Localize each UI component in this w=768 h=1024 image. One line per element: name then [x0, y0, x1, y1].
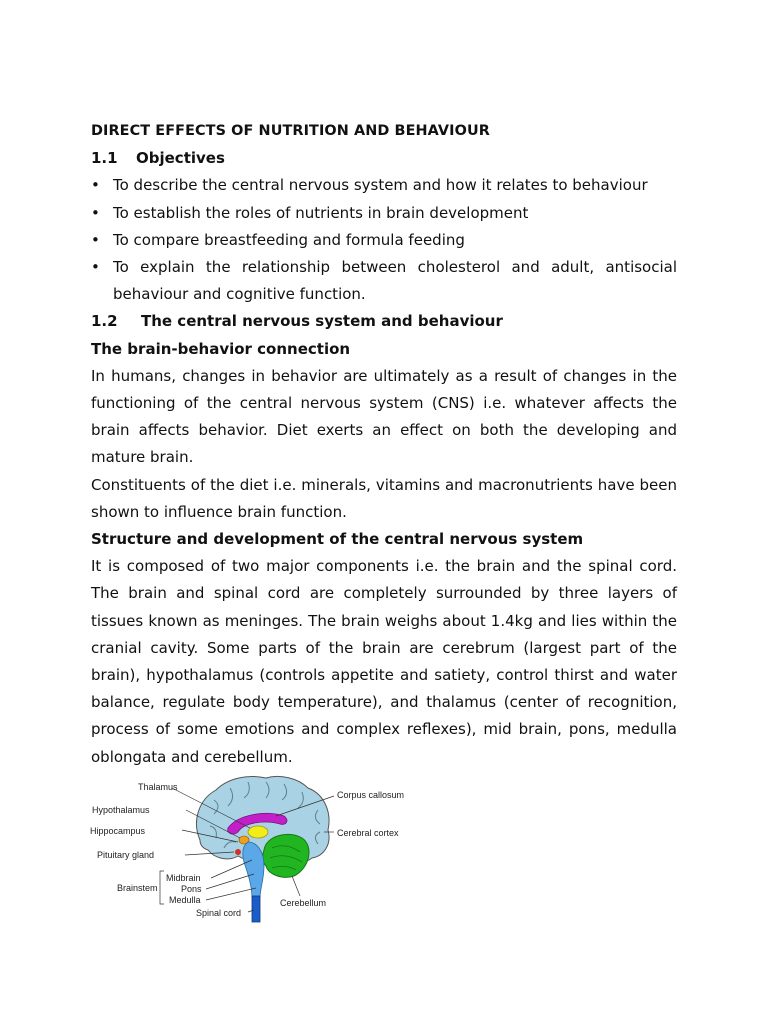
label-cerebellum: Cerebellum: [280, 898, 327, 908]
brainstem-shape: [243, 842, 264, 898]
thalamus-shape: [248, 826, 268, 838]
document-body: [91, 118, 677, 771]
bullet-icon: •: [91, 176, 100, 195]
label-spinal-cord: Spinal cord: [196, 908, 242, 918]
paragraph: Constituents of the diet i.e. minerals, vitamins and macronutrients have been shown to influence brain function.: [91, 475, 677, 521]
label-pituitary: Pituitary gland: [97, 850, 155, 860]
list-item-text: To describe the central nervous system and how it relates to behaviour: [113, 176, 648, 195]
brain-diagram: [88, 770, 408, 925]
label-pons: Pons: [181, 884, 202, 894]
label-thalamus: Thalamus: [138, 782, 178, 792]
brain-diagram-svg: [88, 770, 408, 925]
list-item: [91, 254, 677, 308]
pituitary-shape: [235, 849, 241, 855]
section-number: 1.2: [91, 312, 118, 331]
paragraph: It is composed of two major components i.e. the brain and the spinal cord. The brain and spinal cord are completely surrounded by three layers of tissues known as meninges. The brain weighs about 1.4kg and lies within the cranial cavity. Some parts of the brain are cerebrum (largest part of the brain), hypothalamus (controls appetite and satiety, control thirst and water balance, regulate body temperature), and thalamus (center of recognition, process of some emotions and complex reflexes), mid brain, pons, medulla oblongata and cerebellum.: [91, 557, 677, 766]
list-item-text: To explain the relationship between cholesterol and adult, antisocial behaviour and cognitive function.: [113, 258, 677, 304]
list-item: [91, 172, 677, 199]
subheading-structure: Structure and development of the central nervous system: [91, 530, 584, 549]
paragraph: In humans, changes in behavior are ultimately as a result of changes in the functioning of the central nervous system (CNS) i.e. whatever affects the brain affects behavior. Diet exerts an effect on both the developing and mature brain.: [91, 366, 677, 467]
list-item-text: To establish the roles of nutrients in brain development: [113, 203, 529, 222]
bullet-icon: •: [91, 258, 100, 277]
section-title: The central nervous system and behaviour: [141, 312, 503, 331]
bullet-icon: •: [91, 230, 100, 249]
label-midbrain: Midbrain: [166, 873, 201, 883]
objectives-list: [91, 172, 677, 308]
list-item: [91, 227, 677, 254]
section-title: Objectives: [136, 149, 225, 168]
section-heading-cns: [91, 308, 677, 335]
bullet-icon: •: [91, 203, 100, 222]
subheading-brain-behavior: The brain-behavior connection: [91, 339, 351, 358]
list-item: [91, 200, 677, 227]
label-hippocampus: Hippocampus: [90, 826, 146, 836]
section-heading-objectives: [91, 145, 677, 172]
label-brainstem: Brainstem: [117, 883, 158, 893]
spinal-cord-shape: [252, 896, 260, 922]
label-medulla: Medulla: [169, 895, 201, 905]
label-hypothalamus: Hypothalamus: [92, 805, 150, 815]
section-number: 1.1: [91, 149, 118, 168]
label-cerebral-cortex: Cerebral cortex: [337, 828, 399, 838]
list-item-text: To compare breastfeeding and formula feeding: [113, 230, 465, 249]
document-title: DIRECT EFFECTS OF NUTRITION AND BEHAVIOUR: [91, 123, 490, 139]
label-corpus-callosum: Corpus callosum: [337, 790, 405, 800]
